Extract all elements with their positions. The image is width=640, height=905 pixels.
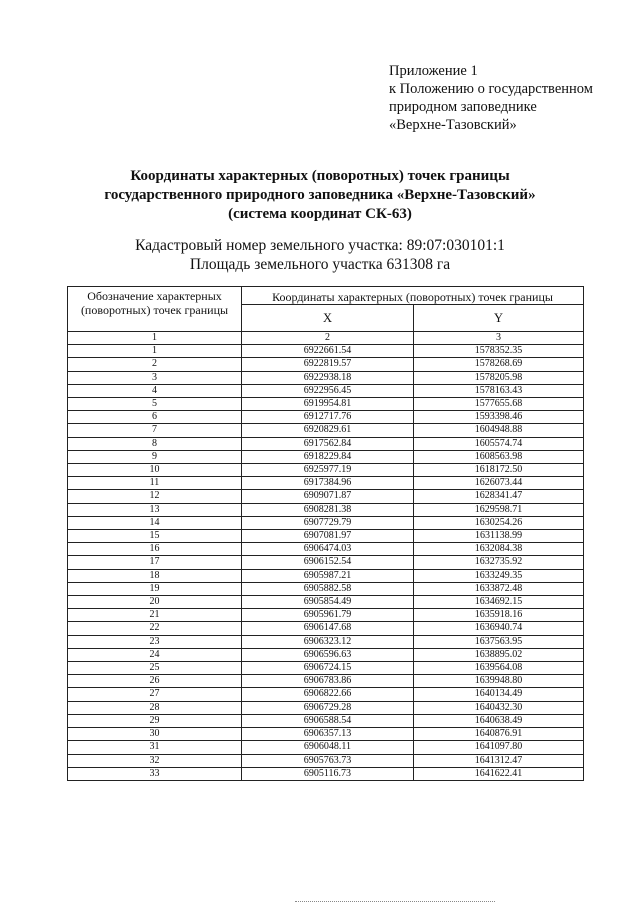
y-coordinate-cell: 1634692.15 <box>414 596 584 609</box>
y-coordinate-cell: 1637563.95 <box>414 635 584 648</box>
point-number-cell: 19 <box>68 582 242 595</box>
table-row <box>68 516 584 529</box>
plot-area: Площадь земельного участка 631308 га <box>189 256 451 273</box>
title-line-2: государственного природного заповедника «Верхне-Тазовский» <box>104 187 536 203</box>
y-coordinate-cell: 1630254.26 <box>414 516 584 529</box>
x-coordinate-cell: 6918229.84 <box>242 450 414 463</box>
y-coordinate-cell: 1629598.71 <box>414 503 584 516</box>
x-coordinate-cell: 6919954.81 <box>242 398 414 411</box>
x-coordinate-cell: 6909071.87 <box>242 490 414 503</box>
table-row <box>68 622 584 635</box>
title-line-1: Координаты характерных (поворотных) точек границы <box>130 168 510 184</box>
y-coordinate-cell: 1640134.49 <box>414 688 584 701</box>
table-row <box>68 464 584 477</box>
table-row <box>68 701 584 714</box>
point-number-cell: 6 <box>68 411 242 424</box>
document-title <box>40 167 600 224</box>
y-coordinate-cell: 1639564.08 <box>414 662 584 675</box>
x-coordinate-cell: 6922819.57 <box>242 358 414 371</box>
point-number-cell: 17 <box>68 556 242 569</box>
x-coordinate-cell: 6906724.15 <box>242 662 414 675</box>
y-coordinate-cell: 1640876.91 <box>414 728 584 741</box>
appendix-note <box>389 62 629 134</box>
plot-info <box>20 236 620 274</box>
y-coordinate-cell: 1631138.99 <box>414 530 584 543</box>
table-row <box>68 582 584 595</box>
appendix-line-1: Приложение 1 <box>389 63 478 79</box>
header-y: Y <box>414 305 584 332</box>
y-coordinate-cell: 1593398.46 <box>414 411 584 424</box>
table-row <box>68 754 584 767</box>
table-row <box>68 530 584 543</box>
table-row <box>68 477 584 490</box>
y-coordinate-cell: 1632084.38 <box>414 543 584 556</box>
y-coordinate-cell: 1604948.88 <box>414 424 584 437</box>
table-row <box>68 688 584 701</box>
y-coordinate-cell: 1578268.69 <box>414 358 584 371</box>
y-coordinate-cell: 1635918.16 <box>414 609 584 622</box>
x-coordinate-cell: 6906357.13 <box>242 728 414 741</box>
x-coordinate-cell: 6905854.49 <box>242 596 414 609</box>
x-coordinate-cell: 6905882.58 <box>242 582 414 595</box>
x-coordinate-cell: 6922661.54 <box>242 345 414 358</box>
header-x: X <box>242 305 414 332</box>
point-number-cell: 31 <box>68 741 242 754</box>
point-number-cell: 25 <box>68 662 242 675</box>
point-number-cell: 30 <box>68 728 242 741</box>
x-coordinate-cell: 6906048.11 <box>242 741 414 754</box>
x-coordinate-cell: 6906323.12 <box>242 635 414 648</box>
x-coordinate-cell: 6905961.79 <box>242 609 414 622</box>
header-coordinates: Координаты характерных (поворотных) точек границы <box>242 287 584 305</box>
x-coordinate-cell: 6907081.97 <box>242 530 414 543</box>
y-coordinate-cell: 1578352.35 <box>414 345 584 358</box>
x-coordinate-cell: 6925977.19 <box>242 464 414 477</box>
y-coordinate-cell: 1638895.02 <box>414 648 584 661</box>
table-row <box>68 424 584 437</box>
point-number-cell: 3 <box>68 371 242 384</box>
y-coordinate-cell: 1641312.47 <box>414 754 584 767</box>
point-number-cell: 2 <box>68 358 242 371</box>
point-number-cell: 12 <box>68 490 242 503</box>
y-coordinate-cell: 1608563.98 <box>414 450 584 463</box>
header-points: Обозначение характерных (поворотных) точек границы <box>68 287 242 332</box>
y-coordinate-cell: 1605574.74 <box>414 437 584 450</box>
table-row <box>68 556 584 569</box>
table-row <box>68 767 584 780</box>
table-row <box>68 371 584 384</box>
point-number-cell: 10 <box>68 464 242 477</box>
point-number-cell: 15 <box>68 530 242 543</box>
point-number-cell: 1 <box>68 345 242 358</box>
table-row <box>68 345 584 358</box>
table-row <box>68 728 584 741</box>
table-row <box>68 662 584 675</box>
x-coordinate-cell: 6905116.73 <box>242 767 414 780</box>
point-number-cell: 28 <box>68 701 242 714</box>
point-number-cell: 8 <box>68 437 242 450</box>
table-row <box>68 675 584 688</box>
point-number-cell: 4 <box>68 384 242 397</box>
point-number-cell: 13 <box>68 503 242 516</box>
table-row <box>68 503 584 516</box>
y-coordinate-cell: 1641622.41 <box>414 767 584 780</box>
y-coordinate-cell: 1628341.47 <box>414 490 584 503</box>
column-number-3: 3 <box>414 332 584 345</box>
y-coordinate-cell: 1577655.68 <box>414 398 584 411</box>
x-coordinate-cell: 6906588.54 <box>242 714 414 727</box>
y-coordinate-cell: 1578205.98 <box>414 371 584 384</box>
y-coordinate-cell: 1618172.50 <box>414 464 584 477</box>
column-number-2: 2 <box>242 332 414 345</box>
x-coordinate-cell: 6907729.79 <box>242 516 414 529</box>
x-coordinate-cell: 6917384.96 <box>242 477 414 490</box>
point-number-cell: 7 <box>68 424 242 437</box>
x-coordinate-cell: 6906596.63 <box>242 648 414 661</box>
table-row <box>68 714 584 727</box>
table-row <box>68 609 584 622</box>
title-line-3: (система координат СК-63) <box>228 206 412 222</box>
column-number-1: 1 <box>68 332 242 345</box>
point-number-cell: 33 <box>68 767 242 780</box>
y-coordinate-cell: 1633872.48 <box>414 582 584 595</box>
x-coordinate-cell: 6906474.03 <box>242 543 414 556</box>
point-number-cell: 20 <box>68 596 242 609</box>
point-number-cell: 32 <box>68 754 242 767</box>
y-coordinate-cell: 1626073.44 <box>414 477 584 490</box>
y-coordinate-cell: 1639948.80 <box>414 675 584 688</box>
x-coordinate-cell: 6905763.73 <box>242 754 414 767</box>
table-row <box>68 569 584 582</box>
table-row <box>68 411 584 424</box>
point-number-cell: 21 <box>68 609 242 622</box>
point-number-cell: 11 <box>68 477 242 490</box>
table-row <box>68 358 584 371</box>
footer-scan-line <box>295 901 495 902</box>
point-number-cell: 14 <box>68 516 242 529</box>
x-coordinate-cell: 6905987.21 <box>242 569 414 582</box>
table-row <box>68 398 584 411</box>
x-coordinate-cell: 6906152.54 <box>242 556 414 569</box>
x-coordinate-cell: 6922938.18 <box>242 371 414 384</box>
x-coordinate-cell: 6912717.76 <box>242 411 414 424</box>
appendix-line-4: «Верхне-Тазовский» <box>389 117 517 133</box>
table-row <box>68 450 584 463</box>
coordinates-table <box>67 286 584 781</box>
point-number-cell: 23 <box>68 635 242 648</box>
x-coordinate-cell: 6906783.86 <box>242 675 414 688</box>
x-coordinate-cell: 6906147.68 <box>242 622 414 635</box>
y-coordinate-cell: 1640432.30 <box>414 701 584 714</box>
table-row <box>68 384 584 397</box>
y-coordinate-cell: 1640638.49 <box>414 714 584 727</box>
point-number-cell: 26 <box>68 675 242 688</box>
y-coordinate-cell: 1641097.80 <box>414 741 584 754</box>
x-coordinate-cell: 6908281.38 <box>242 503 414 516</box>
point-number-cell: 18 <box>68 569 242 582</box>
table-row <box>68 490 584 503</box>
y-coordinate-cell: 1633249.35 <box>414 569 584 582</box>
x-coordinate-cell: 6906729.28 <box>242 701 414 714</box>
table-row <box>68 543 584 556</box>
table-row <box>68 635 584 648</box>
table-row <box>68 648 584 661</box>
table-row <box>68 741 584 754</box>
point-number-cell: 27 <box>68 688 242 701</box>
x-coordinate-cell: 6906822.66 <box>242 688 414 701</box>
column-number-row <box>68 332 584 345</box>
point-number-cell: 9 <box>68 450 242 463</box>
point-number-cell: 5 <box>68 398 242 411</box>
x-coordinate-cell: 6917562.84 <box>242 437 414 450</box>
x-coordinate-cell: 6922956.45 <box>242 384 414 397</box>
y-coordinate-cell: 1632735.92 <box>414 556 584 569</box>
appendix-line-3: природном заповеднике <box>389 99 537 115</box>
appendix-line-2: к Положению о государственном <box>389 81 593 97</box>
x-coordinate-cell: 6920829.61 <box>242 424 414 437</box>
y-coordinate-cell: 1636940.74 <box>414 622 584 635</box>
point-number-cell: 22 <box>68 622 242 635</box>
table-header-row <box>68 287 584 305</box>
point-number-cell: 24 <box>68 648 242 661</box>
point-number-cell: 29 <box>68 714 242 727</box>
table-row <box>68 437 584 450</box>
point-number-cell: 16 <box>68 543 242 556</box>
cadastral-number: Кадастровый номер земельного участка: 89:07:030101:1 <box>135 237 505 254</box>
table-row <box>68 596 584 609</box>
y-coordinate-cell: 1578163.43 <box>414 384 584 397</box>
